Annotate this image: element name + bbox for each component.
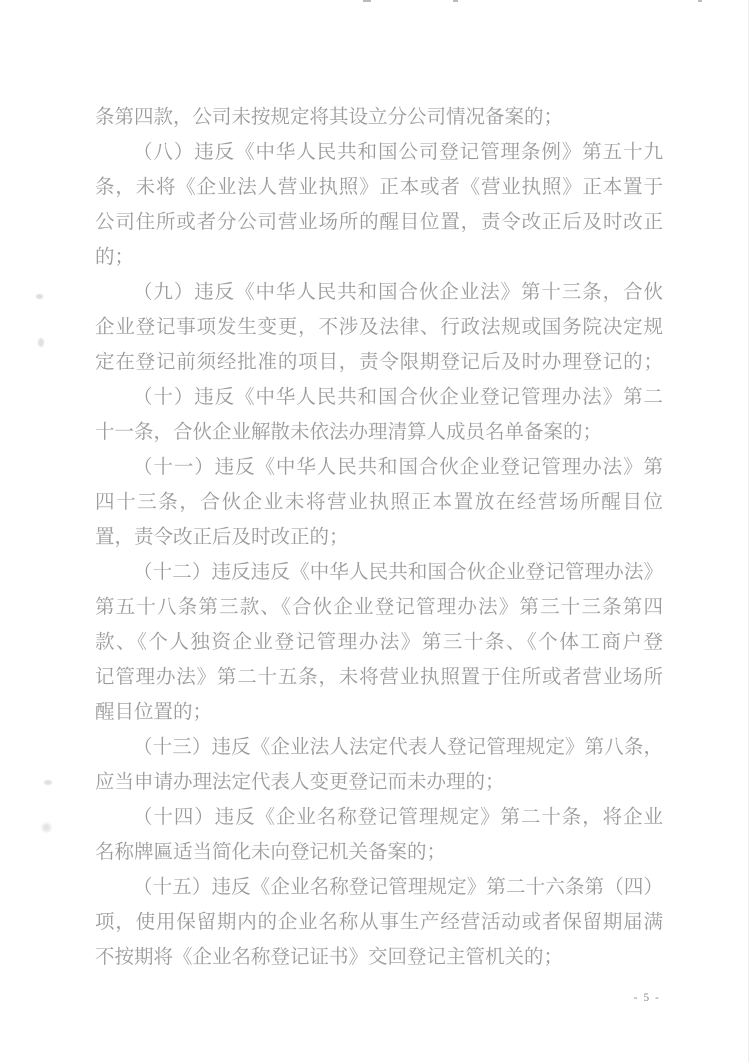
scan-artifact bbox=[453, 0, 458, 2]
text-line: 条第四款，公司未按规定将其设立分公司情况备案的； bbox=[95, 107, 564, 128]
text-line: （十五）违反《企业名称登记管理规定》第二十六条第（四） bbox=[133, 877, 663, 898]
scan-artifact bbox=[698, 0, 702, 2]
text-line: （九）违反《中华人民共和国合伙企业法》第十三条，合伙 bbox=[133, 282, 663, 303]
text-line: 名称牌匾适当简化未向登记机关备案的； bbox=[95, 842, 447, 863]
text-line: 四十三条，合伙企业未将营业执照正本置放在经营场所醒目位 bbox=[95, 492, 663, 513]
text-line: （十）违反《中华人民共和国合伙企业登记管理办法》第二 bbox=[133, 387, 663, 408]
text-line: 企业登记事项发生变更，不涉及法律、行政法规或国务院决定规 bbox=[95, 317, 663, 338]
text-line: 款、《个人独资企业登记管理办法》第三十条、《个体工商户登 bbox=[95, 632, 663, 653]
text-line: （八）违反《中华人民共和国公司登记管理条例》第五十九 bbox=[133, 142, 663, 163]
text-line: （十二）违反违反《中华人民共和国合伙企业登记管理办法》 bbox=[133, 562, 663, 583]
document-body bbox=[95, 100, 663, 975]
page-number: - 5 - bbox=[633, 992, 661, 1004]
text-line: 不按期将《企业名称登记证书》交回登记主管机关的； bbox=[95, 947, 564, 968]
text-line: （十三）违反《企业法人法定代表人登记管理规定》第八条， bbox=[133, 737, 663, 758]
text-line: （十四）违反《企业名称登记管理规定》第二十条，将企业 bbox=[133, 807, 663, 828]
scan-speck bbox=[44, 780, 52, 785]
text-line: 十一条，合伙企业解散未依法办理清算人成员名单备案的； bbox=[95, 422, 603, 443]
scan-speck bbox=[38, 338, 44, 347]
text-line: 醒目位置的； bbox=[95, 702, 213, 723]
text-line: 置，责令改正后及时改正的； bbox=[95, 527, 349, 548]
text-line: 条，未将《企业法人营业执照》正本或者《营业执照》正本置于 bbox=[95, 177, 663, 198]
scan-artifact bbox=[363, 0, 371, 2]
scan-speck bbox=[36, 294, 43, 299]
text-line: 项，使用保留期内的企业名称从事生产经营活动或者保留期届满 bbox=[95, 912, 663, 933]
scan-edge-line bbox=[748, 0, 749, 1062]
text-line: （十一）违反《中华人民共和国合伙企业登记管理办法》第 bbox=[133, 457, 663, 478]
text-line: 的； bbox=[95, 247, 135, 268]
text-line: 公司住所或者分公司营业场所的醒目位置，责令改正后及时改正 bbox=[95, 212, 663, 233]
text-line: 定在登记前须经批准的项目，责令限期登记后及时办理登记的； bbox=[95, 352, 663, 373]
scan-speck bbox=[42, 823, 51, 832]
text-line: 应当申请办理法定代表人变更登记而未办理的； bbox=[95, 772, 505, 793]
text-line: 第五十八条第三款、《合伙企业登记管理办法》第三十三条第四 bbox=[95, 597, 663, 618]
text-line: 记管理办法》第二十五条，未将营业执照置于住所或者营业场所 bbox=[95, 667, 663, 688]
